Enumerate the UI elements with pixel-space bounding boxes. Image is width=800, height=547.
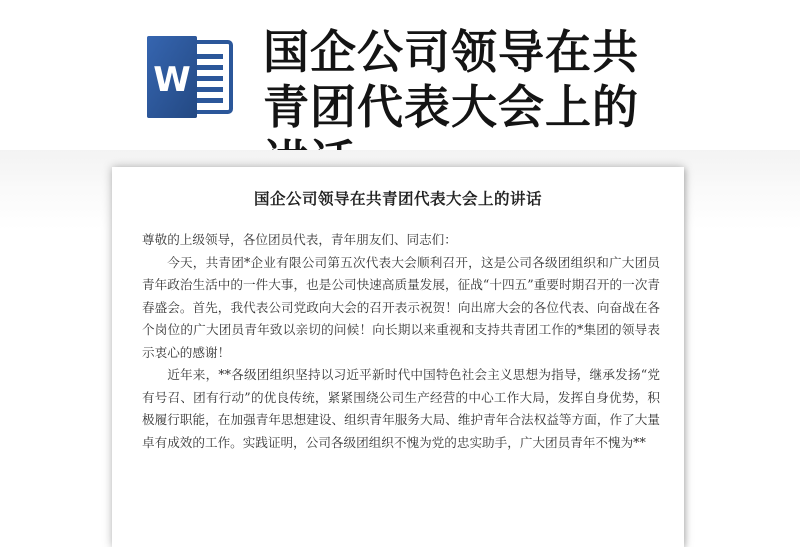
document-page <box>112 167 684 547</box>
paragraph: 近年来，**各级团组织坚持以习近平新时代中国特色社会主义思想为指导，继承发扬“党有号召、团有行动”的优良传统，紧紧围绕公司生产经营的中心工作大局，发挥自身优势，积极履行职能，在加强青年思想建设、组织青年服务大局、维护青年合法权益等方面，作了大量卓有成效的工作。实践证明，公司各级团组织不愧为党的忠实助手，广大团员青年不愧为** <box>142 367 660 450</box>
document-title: 国企公司领导在共青团代表大会上的讲话 <box>253 189 542 208</box>
word-icon-letter: W <box>153 60 191 100</box>
word-document-icon <box>145 36 239 118</box>
salutation: 尊敬的上级领导，各位团员代表，青年朋友们、同志们： <box>142 232 457 247</box>
banner-title: 国企公司领导在共青团代表大会上的 <box>263 25 639 134</box>
document-body <box>142 229 660 454</box>
paragraph: 今天，共青团*企业有限公司第五次代表大会顺利召开，这是公司各级团组织和广大团员青年政治生活中的一件大事，也是公司快速高质量发展，征战“十四五”重要时期召开的一次青春盛会。首先，我代表公司党政向大会的召开表示祝贺！向出席大会的各位代表、向奋战在各个岗位的广大团员青年致以亲切的问候！向长期以来重视和支持共青团工作的*集团的领导表示衷心的感谢！ <box>142 254 660 360</box>
header-banner <box>0 0 800 150</box>
